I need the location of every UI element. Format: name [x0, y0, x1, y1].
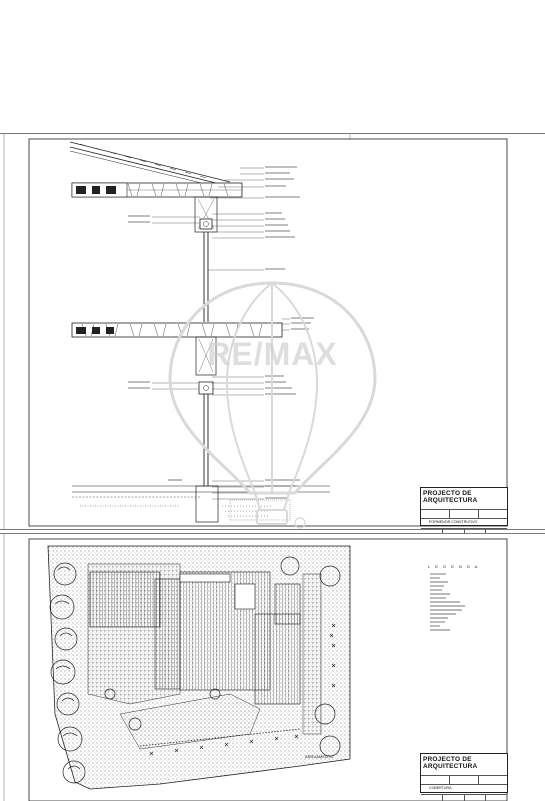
title-block-row	[421, 776, 507, 785]
title-block	[420, 487, 508, 526]
title-block-row	[421, 795, 507, 801]
legend-title: L E G E N D A	[428, 564, 480, 569]
section-detail-sheet	[0, 133, 545, 530]
ground-slab	[72, 486, 330, 522]
roof-slab	[72, 183, 242, 232]
legend-items	[430, 574, 465, 630]
title-block-row	[421, 510, 507, 519]
title-block-title: PROJECTO DE ARQUITECTURA	[423, 490, 478, 504]
side-strip	[303, 574, 321, 734]
drawing-name: PORMENOR CONSTRUTIVO	[421, 519, 507, 529]
title-block-title: PROJECTO DE ARQUITECTURA	[423, 756, 478, 770]
drawing-name: COBERTURA	[421, 785, 507, 795]
section-detail-drawing	[0, 134, 545, 529]
street-label: ARRUAMENTO	[305, 754, 334, 759]
floor-slab	[72, 323, 282, 486]
site-plan-sheet	[0, 533, 545, 801]
glazing-line	[204, 232, 208, 322]
title-block	[420, 753, 508, 793]
roof-slope	[70, 142, 230, 189]
watermark-text: RE/MAX	[207, 336, 338, 372]
